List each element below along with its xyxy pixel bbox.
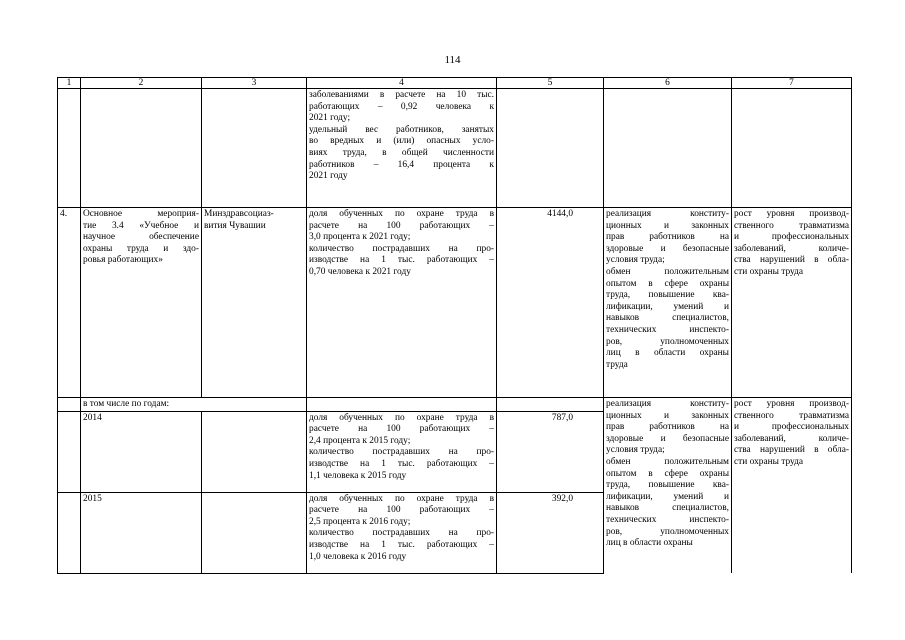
year-indicator-cell bbox=[307, 492, 497, 573]
text-line: заболеваний, количе- bbox=[734, 243, 849, 254]
text-line: опытом в сфере охраны bbox=[606, 278, 729, 289]
text-line: труда, повышение ква- bbox=[606, 290, 729, 301]
text-line: охраны труда и здо- bbox=[83, 243, 199, 254]
text-line: лификации, умений и bbox=[606, 491, 729, 502]
result-cell bbox=[604, 208, 732, 398]
text-line: 3,0 процента к 2021 году; bbox=[309, 232, 411, 243]
text-line: 2,5 процента к 2016 году; bbox=[309, 516, 411, 527]
text-line: изводстве на 1 тыс. работающих – bbox=[309, 458, 494, 469]
text-line: лиц в области охраны bbox=[606, 348, 729, 359]
header-cell: 5 bbox=[497, 78, 604, 89]
text-line: условия труда; bbox=[606, 445, 665, 456]
text-line: доля обученных по охране труда в bbox=[309, 412, 494, 423]
year-cell: 2015 bbox=[81, 492, 202, 573]
text-line: навыков специалистов, bbox=[606, 313, 729, 324]
text-line: заболеваниями в расчете на 10 тыс. bbox=[309, 90, 494, 100]
text-line: 2021 году; bbox=[309, 113, 351, 124]
text-line: удельный вес работников, занятых bbox=[309, 124, 494, 135]
text-line: вития Чувашии bbox=[204, 220, 266, 231]
by-years-label: в том числе по годам: bbox=[81, 398, 307, 412]
row-number: 4. bbox=[58, 208, 81, 398]
year-cell: 2014 bbox=[81, 411, 202, 492]
text-line: доля обученных по охране труда в bbox=[309, 493, 494, 504]
text-line: виях труда, в общей численности bbox=[309, 147, 494, 158]
years-result-cell bbox=[604, 398, 732, 574]
text-line: навыков специалистов, bbox=[606, 503, 729, 514]
text-line: ров, уполномоченных bbox=[606, 526, 729, 537]
header-cell: 3 bbox=[202, 78, 307, 89]
text-line: и профессиональных bbox=[734, 232, 849, 243]
text-line: лификации, умений и bbox=[606, 301, 729, 312]
page-number: 114 bbox=[444, 54, 461, 66]
text-line: ства нарушений в обла- bbox=[734, 445, 849, 456]
text-line: прав работников на bbox=[606, 232, 729, 243]
header-cell: 6 bbox=[604, 78, 732, 89]
header-cell: 7 bbox=[732, 78, 852, 89]
text-line: условия труда; bbox=[606, 255, 665, 266]
text-line: расчете на 100 работающих – bbox=[309, 505, 494, 516]
amount-cell: 4144,0 bbox=[497, 208, 604, 398]
text-line: обмен положительным bbox=[606, 266, 729, 277]
text-line: изводстве на 1 тыс. работающих – bbox=[309, 255, 494, 266]
text-line: сти охраны труда bbox=[734, 266, 804, 277]
text-line: ров, уполномоченных bbox=[606, 336, 729, 347]
text-line: опытом в сфере охраны bbox=[606, 468, 729, 479]
by-years-row bbox=[58, 398, 852, 412]
header-cell: 4 bbox=[307, 78, 497, 89]
text-line: количество пострадавших на про- bbox=[309, 528, 494, 539]
text-line: ства нарушений в обла- bbox=[734, 255, 849, 266]
text-line: 2,4 процента к 2015 году; bbox=[309, 435, 411, 446]
text-line: ственного травматизма bbox=[734, 220, 849, 231]
text-line: 0,70 человека к 2021 году bbox=[309, 266, 411, 277]
consequence-cell bbox=[732, 208, 852, 398]
text-line: реализация конститу- bbox=[606, 399, 729, 409]
text-line: труда, повышение ква- bbox=[606, 480, 729, 491]
text-line: и профессиональных bbox=[734, 422, 849, 433]
text-line: количество пострадавших на про- bbox=[309, 447, 494, 458]
text-line: рост уровня производ- bbox=[734, 399, 849, 409]
text-line: труда bbox=[606, 359, 628, 370]
text-line: реализация конститу- bbox=[606, 209, 729, 219]
text-line: ровья работающих» bbox=[83, 255, 163, 266]
year-amount-cell: 392,0 bbox=[497, 492, 604, 573]
header-row bbox=[58, 78, 852, 89]
executor-cell bbox=[202, 208, 307, 398]
text-line: во вредных и (или) опасных усло- bbox=[309, 136, 494, 147]
text-line: изводстве на 1 тыс. работающих – bbox=[309, 539, 494, 550]
header-cell: 2 bbox=[81, 78, 202, 89]
text-line: заболеваний, количе- bbox=[734, 433, 849, 444]
indicator-cell bbox=[307, 208, 497, 398]
text-line: Основное мероприя- bbox=[83, 209, 199, 219]
text-line: 1,0 человека к 2016 году bbox=[309, 551, 407, 562]
years-consequence-cell bbox=[732, 398, 852, 574]
text-line: ционных и законных bbox=[606, 410, 729, 421]
text-line: тие 3.4 «Учебное и bbox=[83, 220, 199, 231]
year-amount-cell: 787,0 bbox=[497, 411, 604, 492]
text-line: работников – 16,4 процента к bbox=[309, 159, 494, 170]
text-line: рост уровня производ- bbox=[734, 209, 849, 219]
text-line: работающих – 0,92 человека к bbox=[309, 101, 494, 112]
text-line: здоровые и безопасные bbox=[606, 243, 729, 254]
text-line: 2021 году bbox=[309, 171, 348, 182]
text-line: прав работников на bbox=[606, 422, 729, 433]
text-line: сти охраны труда bbox=[734, 456, 804, 467]
text-line: ственного травматизма bbox=[734, 410, 849, 421]
text-line: доля обученных по охране труда в bbox=[309, 209, 494, 219]
text-line: расчете на 100 работающих – bbox=[309, 424, 494, 435]
event-name-cell bbox=[81, 208, 202, 398]
header-cell: 1 bbox=[58, 78, 81, 89]
text-line: здоровые и безопасные bbox=[606, 433, 729, 444]
text-line: 1,1 человека к 2015 году bbox=[309, 470, 407, 481]
text-line: расчете на 100 работающих – bbox=[309, 220, 494, 231]
text-line: Минздравсоциаз- bbox=[204, 209, 274, 219]
text-line: научное обеспечение bbox=[83, 232, 199, 243]
text-line: технических инспекто- bbox=[606, 324, 729, 335]
text-line: лиц в области охраны bbox=[606, 538, 693, 549]
text-line: обмен положительным bbox=[606, 456, 729, 467]
text-line: количество пострадавших на про- bbox=[309, 243, 494, 254]
text-line: ционных и законных bbox=[606, 220, 729, 231]
continuation-indicator-cell bbox=[307, 89, 497, 208]
year-indicator-cell bbox=[307, 411, 497, 492]
event-row bbox=[58, 208, 852, 398]
program-table bbox=[57, 77, 852, 574]
continuation-row bbox=[58, 89, 852, 208]
text-line: технических инспекто- bbox=[606, 514, 729, 525]
